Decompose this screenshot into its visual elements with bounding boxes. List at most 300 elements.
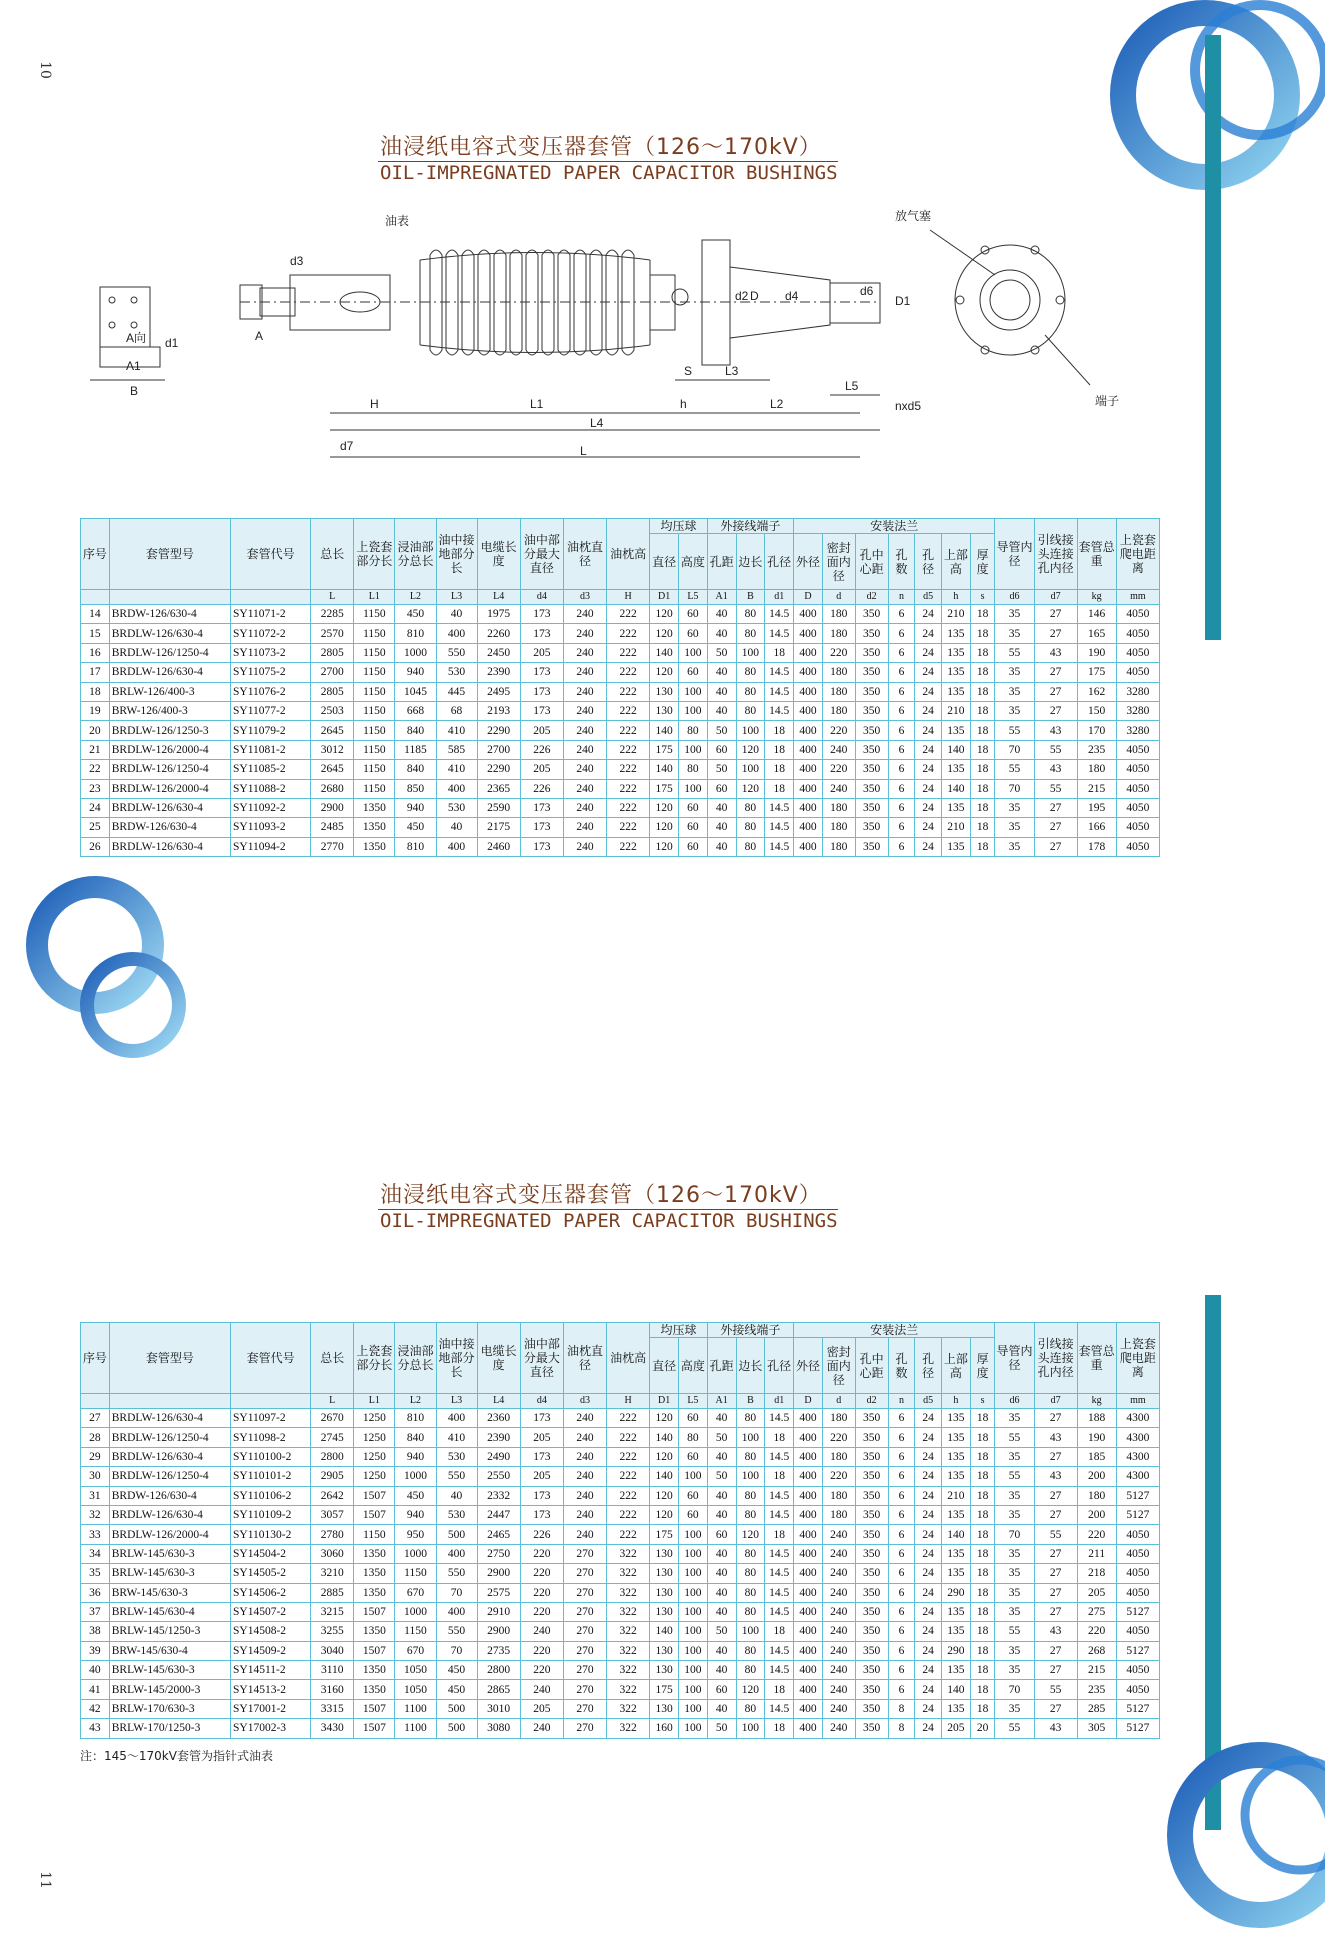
table-cell: 35 [995,605,1034,624]
table-cell: 100 [678,1719,707,1738]
table-cell: 135 [942,1699,971,1718]
table-cell: 70 [436,1583,477,1602]
table-cell: 50 [707,643,736,662]
table-cell: 410 [436,760,477,779]
table-row [81,1641,1160,1660]
label-L1: L1 [530,397,544,411]
table-cell: 18 [765,1719,794,1738]
table-cell: 14.5 [765,663,794,682]
table-cell: 14.5 [765,1661,794,1680]
th-lead-hole: 引线接头连接孔内径 [1034,519,1077,590]
table-cell: 120 [736,1525,765,1544]
table-cell: SY14509-2 [231,1641,311,1660]
table-cell: 400 [436,837,477,856]
table-cell: 240 [563,701,606,720]
table-cell: 14 [81,605,110,624]
table-cell: 24 [915,663,942,682]
table-cell: 5127 [1116,1486,1159,1505]
table-cell: 240 [563,605,606,624]
table-cell: 55 [995,1428,1034,1447]
table-cell: 135 [942,837,971,856]
table-cell: 2780 [311,1525,354,1544]
unit-cell: L5 [678,1394,707,1409]
table-cell: 35 [995,1564,1034,1583]
table-cell: 3010 [477,1699,520,1718]
th-shield-h: 高度 [678,534,707,590]
table-cell: 322 [607,1641,650,1660]
table-cell: 140 [650,1467,679,1486]
table-cell: 222 [607,1428,650,1447]
table-cell: 350 [855,1486,888,1505]
table-cell: 235 [1077,740,1116,759]
table-cell: 100 [678,1602,707,1621]
table-cell: 350 [855,1409,888,1428]
table-cell: 240 [563,1428,606,1447]
table-cell: 100 [678,1525,707,1544]
table-cell: 18 [970,682,995,701]
th-term-side: 边长 [736,1338,765,1394]
table-cell: 4050 [1116,1661,1159,1680]
table-cell: 50 [707,760,736,779]
table-cell: 135 [942,1428,971,1447]
table-cell: BRDLW-126/2000-4 [109,779,230,798]
table-cell: 140 [650,721,679,740]
table-cell: 270 [563,1719,606,1738]
table-cell: 350 [855,1699,888,1718]
table-cell: 180 [822,605,855,624]
table-cell: 6 [888,1602,915,1621]
table-cell: SY11079-2 [231,721,311,740]
table-cell: 222 [607,818,650,837]
table-cell: 350 [855,605,888,624]
th-conservator-h: 油枕高 [607,519,650,590]
table-cell: 240 [520,1680,563,1699]
table-cell: 18 [970,605,995,624]
table-cell: 80 [736,663,765,682]
table-cell: 400 [794,760,823,779]
table-cell: 41 [81,1680,110,1699]
table-cell: 350 [855,1544,888,1563]
table-cell: 400 [794,721,823,740]
table-cell: 50 [707,1719,736,1738]
table-cell: 18 [970,721,995,740]
table-cell: 70 [995,1680,1034,1699]
unit-cell: d5 [915,590,942,605]
table-cell: 18 [970,663,995,682]
table-cell: 24 [915,1641,942,1660]
table-cell: 222 [607,1486,650,1505]
table-cell: 450 [395,1486,436,1505]
table-cell: 120 [650,837,679,856]
unit-cell: d5 [915,1394,942,1409]
table-cell: 2490 [477,1447,520,1466]
table-cell: 400 [436,1544,477,1563]
table-cell: 205 [942,1719,971,1738]
table-cell: 322 [607,1602,650,1621]
table-cell: 350 [855,818,888,837]
table-cell: 135 [942,1544,971,1563]
th-shield: 均压球 [650,519,708,534]
table-cell: 1150 [395,1622,436,1641]
table-cell: 135 [942,798,971,817]
table-cell: 29 [81,1447,110,1466]
th-creep: 上瓷套爬电距离 [1116,519,1159,590]
table-cell: 1150 [354,721,395,740]
table-cell: 200 [1077,1467,1116,1486]
table-cell: 2575 [477,1583,520,1602]
table-cell: 140 [942,779,971,798]
unit-cell: d [822,590,855,605]
table-cell: 240 [520,1719,563,1738]
unit-cell: L2 [395,1394,436,1409]
table-cell: 410 [436,1428,477,1447]
label-L5: L5 [845,379,859,393]
table-cell: BRDLW-126/1250-4 [109,1428,230,1447]
th-fl-upper-h: 上部高 [942,1338,971,1394]
table-cell: 100 [678,682,707,701]
table-cell: 2503 [311,701,354,720]
spec-table-1 [80,518,1160,857]
table-cell: 6 [888,1661,915,1680]
table-cell: SY14504-2 [231,1544,311,1563]
table-cell: BRDLW-126/630-4 [109,663,230,682]
label-L4: L4 [590,416,604,430]
unit-cell: L1 [354,590,395,605]
table-cell: 100 [678,740,707,759]
table-cell: 40 [707,1661,736,1680]
unit-cell: d3 [563,590,606,605]
table-row [81,798,1160,817]
table-cell: 22 [81,760,110,779]
table-cell: 500 [436,1525,477,1544]
table-cell: 24 [915,1661,942,1680]
table-cell: 14.5 [765,1505,794,1524]
table-cell: SY11072-2 [231,624,311,643]
table-cell: 18 [970,1583,995,1602]
table-cell: 350 [855,1680,888,1699]
table-cell: 240 [822,1525,855,1544]
table-cell: 140 [650,1622,679,1641]
table-row [81,1564,1160,1583]
th-shield-d: 直径 [650,1338,679,1394]
table-cell: 4050 [1116,818,1159,837]
table-cell: 120 [736,779,765,798]
th-cable-len: 电缆长度 [477,1323,520,1394]
th-fl-hole: 孔径 [915,1338,942,1394]
table-cell: 350 [855,682,888,701]
table-cell: 27 [1034,1544,1077,1563]
table-cell: 18 [970,1505,995,1524]
table-cell: 240 [563,682,606,701]
table-cell: 50 [707,1467,736,1486]
table-cell: 350 [855,1447,888,1466]
unit-cell: L4 [477,1394,520,1409]
table-cell: 400 [794,1428,823,1447]
table-cell: BRDLW-126/2000-4 [109,740,230,759]
table-cell: 18 [970,1467,995,1486]
table-cell: 40 [436,605,477,624]
unit-cell: L1 [354,1394,395,1409]
table-cell: 220 [1077,1622,1116,1641]
table-cell: 35 [995,1544,1034,1563]
table-cell: 530 [436,798,477,817]
table-cell: 840 [395,721,436,740]
table-cell: 43 [1034,1622,1077,1641]
table-cell: 40 [707,1641,736,1660]
th-model: 套管型号 [109,519,230,590]
table-cell: 400 [436,624,477,643]
table-cell: 4050 [1116,624,1159,643]
table-cell: 40 [436,1486,477,1505]
table-cell: 350 [855,663,888,682]
table-cell: 24 [915,1544,942,1563]
table-cell: 35 [995,1641,1034,1660]
table-cell: 120 [650,1505,679,1524]
table-cell: SY11081-2 [231,740,311,759]
table-cell: 40 [707,1486,736,1505]
table-cell: 43 [1034,1467,1077,1486]
table-cell: 220 [822,721,855,740]
label-L3: L3 [725,364,739,378]
table-cell: 18 [970,1525,995,1544]
table-cell: 40 [707,1447,736,1466]
table-cell: 222 [607,721,650,740]
table-cell: 222 [607,760,650,779]
table-cell: SY11092-2 [231,798,311,817]
table-cell: 40 [707,663,736,682]
table-cell: 350 [855,837,888,856]
table-cell: 120 [650,798,679,817]
table-cell: 18 [970,1486,995,1505]
table-cell: 220 [1077,1525,1116,1544]
table-cell: SY14507-2 [231,1602,311,1621]
table-cell: 175 [650,740,679,759]
table-cell: 240 [563,1486,606,1505]
table-cell: 350 [855,798,888,817]
table-cell: 290 [942,1641,971,1660]
table-cell: 4050 [1116,740,1159,759]
table-cell: 130 [650,1564,679,1583]
table-cell: 8 [888,1699,915,1718]
table-cell: 55 [995,1719,1034,1738]
table-cell: BRLW-145/630-3 [109,1564,230,1583]
table-cell: 173 [520,1505,563,1524]
table-cell: 180 [822,1409,855,1428]
table-cell: 205 [520,1428,563,1447]
table-cell: SY110101-2 [231,1467,311,1486]
table-cell: 450 [436,1680,477,1699]
table-cell: 450 [395,818,436,837]
table-cell: 27 [1034,1602,1077,1621]
table-cell: 24 [915,837,942,856]
th-terminal: 外接线端子 [707,1323,793,1338]
table1-body [81,605,1160,857]
table-cell: BRLW-170/630-3 [109,1699,230,1718]
table-cell: 14.5 [765,605,794,624]
table-cell: 27 [1034,682,1077,701]
table-cell: 3280 [1116,701,1159,720]
table-cell: 55 [995,1467,1034,1486]
table-cell: 1250 [354,1467,395,1486]
table-cell: 24 [915,1602,942,1621]
table-cell: 80 [736,1486,765,1505]
table-cell: 173 [520,701,563,720]
table-cell: 1507 [354,1602,395,1621]
th-fl-seal: 密封面内径 [822,1338,855,1394]
table-cell: 530 [436,1505,477,1524]
table-cell: 6 [888,837,915,856]
table-cell: 550 [436,1467,477,1486]
table-cell: 14.5 [765,1486,794,1505]
table-cell: 2460 [477,837,520,856]
table-cell: 270 [563,1661,606,1680]
table-cell: 35 [995,837,1034,856]
table-cell: 18 [970,1622,995,1641]
table-cell: 400 [794,1544,823,1563]
table-cell: 165 [1077,624,1116,643]
table-cell: 27 [1034,1564,1077,1583]
table-cell: 27 [1034,1583,1077,1602]
table-cell: BRDLW-126/630-4 [109,1447,230,1466]
table-cell: 5127 [1116,1505,1159,1524]
table-cell: 350 [855,1564,888,1583]
table-cell: 240 [822,1544,855,1563]
table-cell: 140 [942,1525,971,1544]
table-cell: 4300 [1116,1428,1159,1447]
table-cell: SY14506-2 [231,1583,311,1602]
table-cell: 270 [563,1641,606,1660]
table-cell: 43 [1034,1719,1077,1738]
table-cell: 37 [81,1602,110,1621]
table-cell: SY11098-2 [231,1428,311,1447]
table-cell: 2800 [311,1447,354,1466]
table-cell: 15 [81,624,110,643]
label-L: L [580,444,587,458]
table-cell: 160 [650,1719,679,1738]
table-cell: SY11075-2 [231,663,311,682]
table-cell: 6 [888,798,915,817]
table-cell: 175 [650,1680,679,1699]
table-cell: 4050 [1116,1525,1159,1544]
unit-cell: n [888,1394,915,1409]
table-cell: 220 [520,1544,563,1563]
table-cell: 222 [607,1409,650,1428]
table-cell: 180 [822,798,855,817]
table-cell: 24 [915,721,942,740]
unit-cell: d2 [855,590,888,605]
table-cell: 120 [650,624,679,643]
table-cell: 35 [995,1409,1034,1428]
unit-cell: L [311,1394,354,1409]
table-cell: 400 [436,1602,477,1621]
table-cell: 43 [81,1719,110,1738]
label-d1-a: d1 [165,336,179,350]
table-cell: BRDLW-126/630-4 [109,624,230,643]
table-cell: 180 [822,818,855,837]
table-cell: 24 [915,779,942,798]
th-term-hole: 孔径 [765,534,794,590]
table-cell: SY110130-2 [231,1525,311,1544]
table-cell: 240 [822,740,855,759]
table-cell: 23 [81,779,110,798]
table-cell: 100 [736,1622,765,1641]
table-cell: 18 [970,740,995,759]
table-cell: 27 [1034,1447,1077,1466]
table-cell: 222 [607,1467,650,1486]
table-cell: 173 [520,663,563,682]
table-cell: 4050 [1116,1564,1159,1583]
table-cell: 135 [942,1661,971,1680]
table-cell: 100 [678,701,707,720]
table-cell: 18 [970,701,995,720]
table-cell: 173 [520,1409,563,1428]
table-cell: 195 [1077,798,1116,817]
table-cell: 14.5 [765,1583,794,1602]
table-cell: 4050 [1116,837,1159,856]
table-cell: 180 [822,663,855,682]
table-cell: 35 [995,1602,1034,1621]
table-cell: 150 [1077,701,1116,720]
table-cell: 80 [736,1661,765,1680]
table-cell: 2550 [477,1467,520,1486]
th-fl-od: 外径 [794,1338,823,1394]
table-cell: 4300 [1116,1467,1159,1486]
table-cell: BRLW-145/630-3 [109,1661,230,1680]
table-cell: 24 [915,1525,942,1544]
table-cell: 222 [607,663,650,682]
unit-cell: D [794,590,823,605]
table-cell: 50 [707,1622,736,1641]
table-cell: 5127 [1116,1699,1159,1718]
table-cell: 226 [520,1525,563,1544]
table-cell: 140 [650,643,679,662]
table-cell: 130 [650,1699,679,1718]
th-shield-h: 高度 [678,1338,707,1394]
table-cell: 1507 [354,1719,395,1738]
table-cell: SY14513-2 [231,1680,311,1699]
table-cell: 24 [915,1583,942,1602]
table-cell: 100 [736,1467,765,1486]
table-cell: 120 [650,605,679,624]
table-cell: 950 [395,1525,436,1544]
table-cell: 2900 [477,1622,520,1641]
table-cell: 24 [915,605,942,624]
table-cell: 350 [855,1505,888,1524]
label-d7: d7 [340,439,354,453]
table-cell: 40 [707,798,736,817]
table-cell: 135 [942,682,971,701]
label-d3: d3 [290,254,304,268]
table-cell: 18 [765,779,794,798]
footnote: 注：145～170kV套管为指针式油表 [80,1749,273,1763]
table-cell: 140 [942,1680,971,1699]
table-cell: 2865 [477,1680,520,1699]
table-cell: 1100 [395,1719,436,1738]
table-cell: BRDLW-126/630-4 [109,798,230,817]
th-fl-pcd: 孔中心距 [855,1338,888,1394]
table-cell: BRDLW-126/2000-4 [109,1525,230,1544]
table-cell: 40 [707,1564,736,1583]
table-cell: 2642 [311,1486,354,1505]
table-cell: 840 [395,1428,436,1447]
table-row [81,1447,1160,1466]
table-cell: 220 [822,643,855,662]
table-cell: 27 [1034,1699,1077,1718]
unit-cell [231,590,311,605]
table-cell: 585 [436,740,477,759]
table-cell: 1150 [354,701,395,720]
table-cell: 80 [678,721,707,740]
